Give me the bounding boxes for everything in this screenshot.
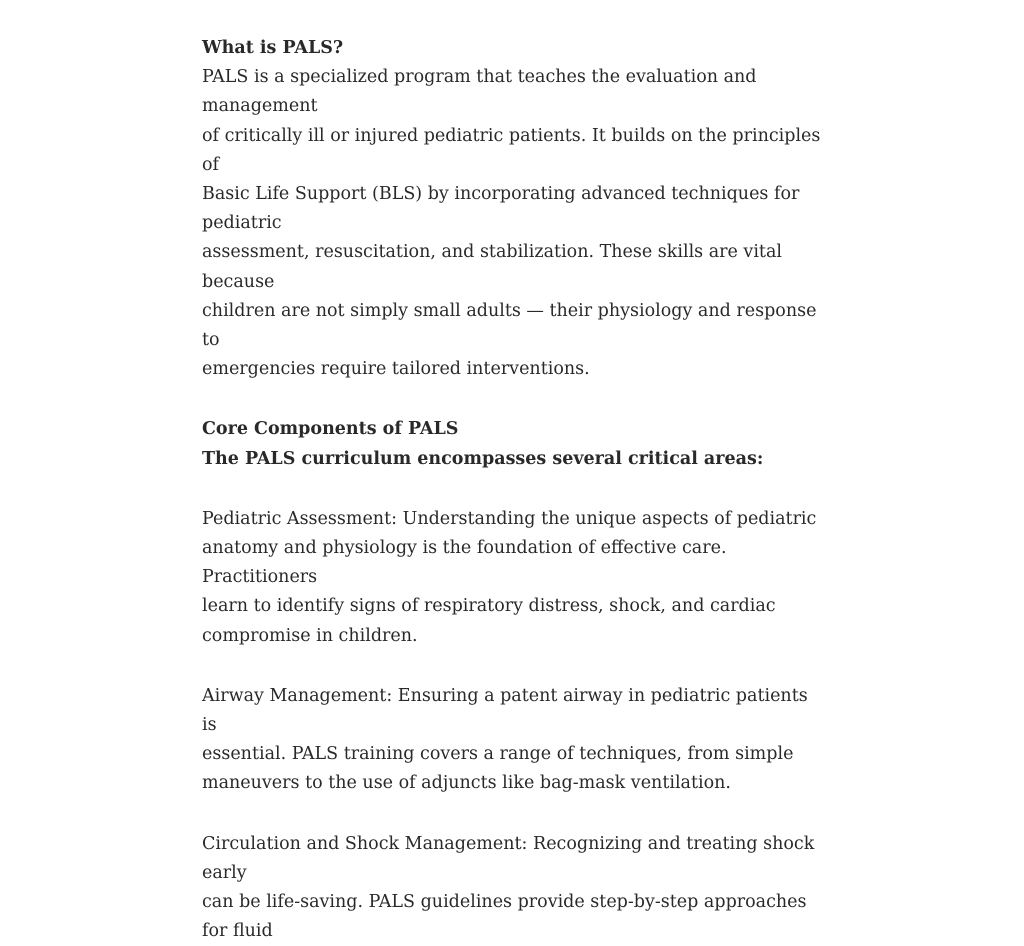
text-line: maneuvers to the use of adjuncts like bag-mask ventilation. [202, 773, 731, 794]
text-line: Circulation and Shock Management: Recognizing and treating shock early [202, 833, 815, 883]
paragraph-circulation-shock [202, 830, 822, 946]
text-line: children are not simply small adults — their physiology and response to [202, 300, 817, 351]
spacer [202, 474, 822, 505]
paragraph-pediatric-assessment [202, 505, 822, 651]
paragraph-airway-management [202, 682, 822, 799]
section-heading-core-components: Core Components of PALS [202, 419, 459, 440]
spacer [202, 651, 822, 682]
text-line: Pediatric Assessment: Understanding the unique aspects of pediatric [202, 508, 817, 529]
text-line: essential. PALS training covers a range of techniques, from simple [202, 744, 794, 765]
text-line: emergencies require tailored interventions. [202, 359, 590, 380]
text-line: can be life-saving. PALS guidelines provide step-by-step approaches for fluid [202, 892, 807, 942]
text-line: assessment, resuscitation, and stabilization. These skills are vital because [202, 242, 782, 292]
text-line: Basic Life Support (BLS) by incorporating advanced techniques for pediatric [202, 184, 800, 234]
text-line: learn to identify signs of respiratory distress, shock, and cardiac [202, 596, 776, 617]
text-line: Airway Management: Ensuring a patent airway in pediatric patients is [202, 685, 808, 736]
spacer [202, 384, 822, 415]
section-subheading-curriculum: The PALS curriculum encompasses several critical areas: [202, 448, 764, 469]
article-body [202, 34, 822, 946]
paragraph-what-is-pals [202, 63, 822, 384]
text-line: compromise in children. [202, 625, 418, 646]
spacer [202, 799, 822, 830]
section-heading-what-is-pals: What is PALS? [202, 38, 344, 58]
text-line: PALS is a specialized program that teaches the evaluation and management [202, 67, 757, 117]
text-line: anatomy and physiology is the foundation of effective care. Practitioners [202, 538, 727, 588]
text-line: of critically ill or injured pediatric patients. It builds on the principles of [202, 125, 821, 175]
